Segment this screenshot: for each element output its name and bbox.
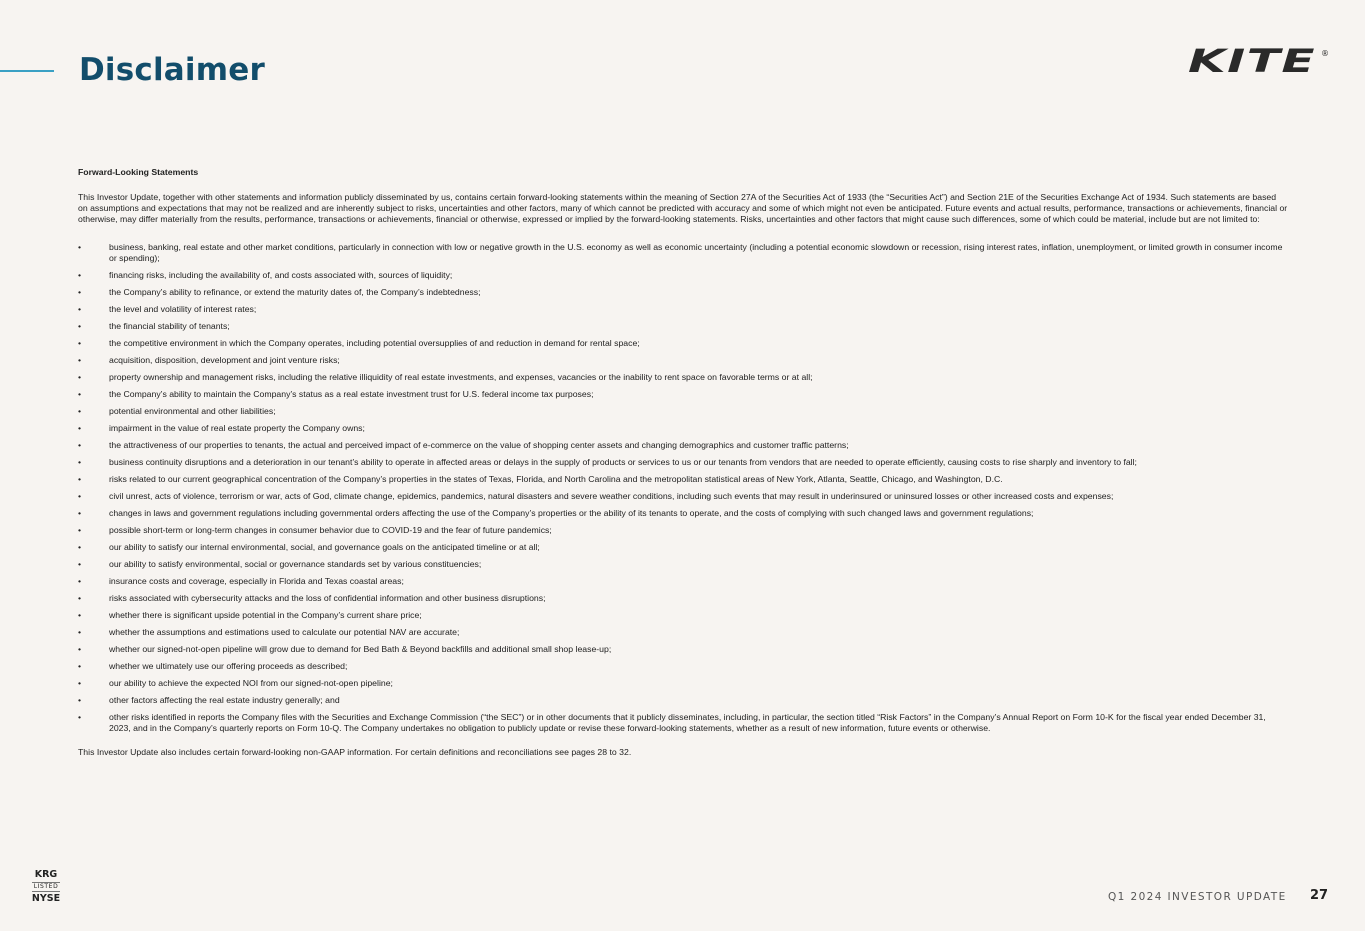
risk-factor-item	[78, 593, 1288, 604]
risk-factor-item	[78, 389, 1288, 400]
bullet-icon: •	[78, 304, 82, 314]
bullet-icon: •	[78, 661, 82, 671]
risk-factor-item	[78, 406, 1288, 417]
bullet-icon: •	[78, 576, 82, 586]
bullet-icon: •	[78, 525, 82, 535]
bullet-icon: •	[78, 355, 82, 365]
bullet-icon: •	[78, 542, 82, 552]
bullet-icon: •	[78, 423, 82, 433]
risk-factor-text: the Company’s ability to maintain the Company’s status as a real estate investment trust for U.S. federal income tax purposes;	[109, 389, 594, 399]
listed-label: LISTED	[33, 883, 59, 890]
risk-factor-item	[78, 457, 1288, 468]
risk-factor-list	[78, 242, 1288, 734]
risk-factor-text: whether we ultimately use our offering proceeds as described;	[109, 661, 348, 671]
risk-factor-item	[78, 712, 1288, 734]
risk-factor-item	[78, 423, 1288, 434]
bullet-icon: •	[78, 695, 82, 705]
bullet-icon: •	[78, 508, 82, 518]
intro-paragraph: This Investor Update, together with other statements and information publicly disseminated by us, contains certain forward-looking statements within the meaning of Section 27A of the Securities Act of 1933 (the “Securities Act”) and Section 21E of the Securities Exchange Act of 1934. Such statements are based on assumptions and expectations that may not be realized and are inherently subject to risks, uncertainties and other factors, many of which cannot be predicted with accuracy and some of which might not even be anticipated. Future events and actual results, performance, transactions or achievements, financial or otherwise, may differ materially from the results, performance, transactions or achievements, financial or otherwise, expressed or implied by the forward-looking statements. Risks, uncertainties and other factors that might cause such differences, some of which could be material, include but are not limited to:	[78, 192, 1288, 224]
risk-factor-text: whether the assumptions and estimations used to calculate our potential NAV are accurate;	[109, 627, 460, 637]
risk-factor-text: potential environmental and other liabilities;	[109, 406, 276, 416]
risk-factor-item	[78, 627, 1288, 638]
risk-factor-text: acquisition, disposition, development and joint venture risks;	[109, 355, 340, 365]
section-heading: Forward-Looking Statements	[78, 167, 199, 177]
risk-factor-text: the competitive environment in which the Company operates, including potential oversupplies of and reduction in demand for rental space;	[109, 338, 640, 348]
bullet-icon: •	[78, 389, 82, 399]
risk-factor-text: the financial stability of tenants;	[109, 321, 230, 331]
bullet-icon: •	[78, 270, 82, 280]
risk-factor-text: our ability to satisfy our internal environmental, social, and governance goals on the anticipated timeline or at all;	[109, 542, 540, 552]
bullet-icon: •	[78, 338, 82, 348]
risk-factor-item	[78, 542, 1288, 553]
risk-factor-item	[78, 270, 1288, 281]
risk-factor-text: whether there is significant upside potential in the Company’s current share price;	[109, 610, 422, 620]
bullet-icon: •	[78, 242, 82, 252]
risk-factor-item	[78, 678, 1288, 689]
risk-factor-item	[78, 304, 1288, 315]
bullet-icon: •	[78, 627, 82, 637]
risk-factor-text: civil unrest, acts of violence, terrorism or war, acts of God, climate change, epidemics, pandemics, natural disasters and severe weather conditions, including such events that may result in underinsured or uninsured losses or other increased costs and expenses;	[109, 491, 1114, 501]
risk-factor-item	[78, 242, 1288, 264]
risk-factor-text: the attractiveness of our properties to tenants, the actual and perceived impact of e-commerce on the value of shopping center assets and changing demographics and customer traffic patterns;	[109, 440, 849, 450]
risk-factor-text: business, banking, real estate and other market conditions, particularly in connection with low or negative growth in the U.S. economy as well as economic uncertainty (including a potential economic slowdown or recession, rising interest rates, inflation, unemployment, or limited growth in consumer income or spending);	[109, 242, 1283, 263]
risk-factor-item	[78, 338, 1288, 349]
page-title: Disclaimer	[79, 52, 265, 88]
risk-factor-item	[78, 491, 1288, 502]
risk-factor-item	[78, 610, 1288, 621]
bullet-icon: •	[78, 440, 82, 450]
risk-factor-item	[78, 355, 1288, 366]
risk-factor-item	[78, 576, 1288, 587]
bullet-icon: •	[78, 406, 82, 416]
bullet-icon: •	[78, 457, 82, 467]
risk-factor-text: other factors affecting the real estate industry generally; and	[109, 695, 340, 705]
exchange-name: NYSE	[31, 893, 61, 904]
bullet-icon: •	[78, 712, 82, 722]
bullet-icon: •	[78, 474, 82, 484]
risk-factor-item	[78, 661, 1288, 672]
risk-factor-text: risks associated with cybersecurity attacks and the loss of confidential information and other business disruptions;	[109, 593, 546, 603]
risk-factor-text: whether our signed-not-open pipeline will grow due to demand for Bed Bath & Beyond backfills and additional small shop lease-up;	[109, 644, 612, 654]
report-label: Q1 2024 INVESTOR UPDATE	[1108, 891, 1287, 903]
bullet-icon: •	[78, 644, 82, 654]
risk-factor-text: our ability to satisfy environmental, social or governance standards set by various constituencies;	[109, 559, 482, 569]
bullet-icon: •	[78, 491, 82, 501]
bullet-icon: •	[78, 372, 82, 382]
kite-logo	[1188, 44, 1333, 76]
risk-factor-text: impairment in the value of real estate property the Company owns;	[109, 423, 365, 433]
page-number: 27	[1310, 888, 1329, 903]
disclaimer-content	[78, 167, 1288, 758]
bullet-icon: •	[78, 678, 82, 688]
risk-factor-item	[78, 559, 1288, 570]
risk-factor-text: the level and volatility of interest rates;	[109, 304, 257, 314]
risk-factor-text: property ownership and management risks, including the relative illiquidity of real estate investments, and expenses, vacancies or the inability to rent space on favorable terms or at all;	[109, 372, 813, 382]
risk-factor-text: our ability to achieve the expected NOI from our signed-not-open pipeline;	[109, 678, 393, 688]
bullet-icon: •	[78, 321, 82, 331]
risk-factor-item	[78, 525, 1288, 536]
risk-factor-item	[78, 372, 1288, 383]
bullet-icon: •	[78, 287, 82, 297]
risk-factor-item	[78, 695, 1288, 706]
bullet-icon: •	[78, 593, 82, 603]
registered-mark: ®	[1321, 49, 1329, 58]
bullet-icon: •	[78, 559, 82, 569]
risk-factor-item	[78, 321, 1288, 332]
ticker-symbol: KRG	[34, 869, 58, 880]
nyse-listed-badge	[28, 869, 64, 905]
risk-factor-text: risks related to our current geographical concentration of the Company’s properties in the states of Texas, Florida, and North Carolina and the metropolitan statistical areas of New York, Atlanta, Seattle, Chicago, and Washington, D.C.	[109, 474, 1003, 484]
closing-paragraph: This Investor Update also includes certain forward-looking non-GAAP information. For certain definitions and reconciliations see pages 28 to 32.	[78, 747, 632, 757]
risk-factor-item	[78, 508, 1288, 519]
risk-factor-item	[78, 474, 1288, 485]
risk-factor-text: business continuity disruptions and a deterioration in our tenant’s ability to operate in affected areas or delays in the supply of products or services to us or our tenants from vendors that are needed to operate efficiently, causing costs to rise sharply and inventory to fall;	[109, 457, 1137, 467]
risk-factor-text: possible short-term or long-term changes in consumer behavior due to COVID-19 and the fear of future pandemics;	[109, 525, 552, 535]
risk-factor-text: the Company’s ability to refinance, or extend the maturity dates of, the Company’s indebtedness;	[109, 287, 481, 297]
bullet-icon: •	[78, 610, 82, 620]
kite-logo-wordmark: KITE	[1188, 44, 1316, 76]
risk-factor-item	[78, 440, 1288, 451]
title-accent-line	[0, 70, 54, 72]
risk-factor-item	[78, 644, 1288, 655]
risk-factor-text: changes in laws and government regulations including governmental orders affecting the use of the Company’s properties or the ability of its tenants to operate, and the costs of complying with such changed laws and government regulations;	[109, 508, 1034, 518]
risk-factor-item	[78, 287, 1288, 298]
risk-factor-text: financing risks, including the availability of, and costs associated with, sources of liquidity;	[109, 270, 453, 280]
risk-factor-text: insurance costs and coverage, especially in Florida and Texas coastal areas;	[109, 576, 404, 586]
risk-factor-text: other risks identified in reports the Company files with the Securities and Exchange Commission (“the SEC”) or in other documents that it publicly disseminates, including, in particular, the section titled “Risk Factors” in the Company’s Annual Report on Form 10-K for the fiscal year ended December 31, 2023, and in the Company’s quarterly reports on Form 10-Q. The Company undertakes no obligation to publicly update or revise these forward-looking statements, whether as a result of new information, future events or otherwise.	[109, 712, 1266, 733]
